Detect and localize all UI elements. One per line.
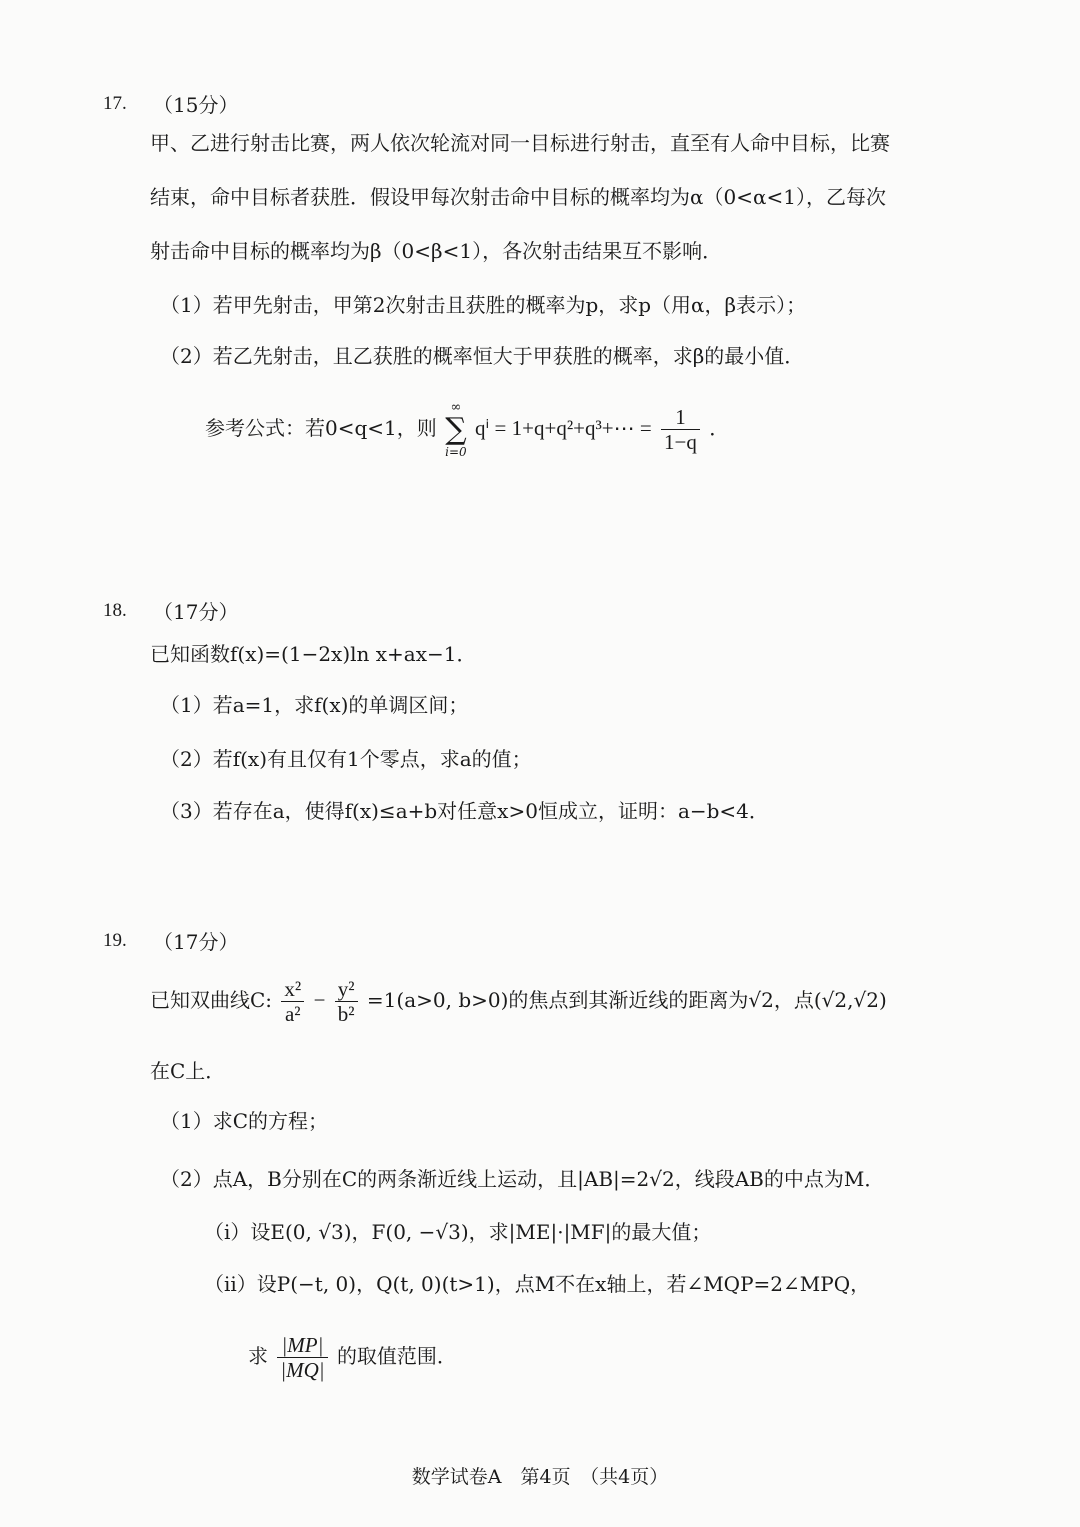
page-footer: 数学试卷A 第4页 （共4页） <box>411 1466 669 1488</box>
ref-fraction-denominator: 1−q <box>664 430 697 454</box>
sum-upper-limit: ∞ <box>450 399 462 415</box>
q19-part-1: （1）求C的方程； <box>160 1109 329 1133</box>
q17-stem-line-1: 甲、乙进行射击比赛，两人依次轮流对同一目标进行射击，直至有人命中目标，比赛 <box>150 131 890 155</box>
q19-part-2: （2）点A，B分别在C的两条渐近线上运动，且|AB|=2√2，线段AB的中点为M． <box>160 1167 885 1191</box>
ratio-numerator: |MP| <box>277 1333 327 1358</box>
q18-score: （17分） <box>153 600 239 624</box>
ask-end: 的取值范围． <box>336 1344 457 1368</box>
q18-part-3: （3）若存在a，使得f(x)≤a+b对任意x>0恒成立，证明：a−b<4． <box>160 799 769 823</box>
x-term-numerator: x² <box>281 977 304 1002</box>
q19-stem-start: 已知双曲线C: <box>150 988 273 1012</box>
ratio-fraction <box>277 1333 327 1382</box>
q18-stem: 已知函数f(x)=(1−2x)ln x+ax−1． <box>150 642 477 666</box>
x-term-denominator: a² <box>284 1002 301 1026</box>
q19-sub-ii-ask <box>248 1324 457 1388</box>
y-term-numerator: y² <box>335 977 358 1002</box>
q17-part-1: （1）若甲先射击，甲第2次射击且获胜的概率为p，求p（用α，β表示）； <box>160 293 807 317</box>
summation-symbol <box>445 401 467 459</box>
q18-number: 18. <box>103 600 127 621</box>
q17-part-2: （2）若乙先射击，且乙获胜的概率恒大于甲获胜的概率，求β的最小值． <box>160 344 805 368</box>
ref-fraction <box>661 405 700 454</box>
q19-score: （17分） <box>153 930 239 954</box>
ref-fraction-numerator: 1 <box>661 405 700 430</box>
ref-end: ． <box>709 416 730 440</box>
q17-stem-line-2: 结束，命中目标者获胜．假设甲每次射击命中目标的概率均为α（0<α<1），乙每次 <box>150 185 886 209</box>
ref-series: qⁱ = 1+q+q²+q³+⋯ = <box>475 416 652 440</box>
q19-sub-i: （i）设E(0, √3)，F(0, −√3)，求|ME|·|MF|的最大值； <box>204 1220 712 1244</box>
q19-number: 19. <box>103 930 127 951</box>
hyperbola-y-term <box>335 977 358 1026</box>
q18-part-2: （2）若f(x)有且仅有1个零点，求a的值； <box>160 747 532 771</box>
ref-label: 参考公式：若0<q<1，则 <box>205 416 437 440</box>
q19-stem-rest: =1(a>0, b>0)的焦点到其渐近线的距离为√2，点(√2,√2) <box>366 988 887 1012</box>
y-term-denominator: b² <box>337 1002 355 1026</box>
q17-score: （15分） <box>153 93 239 117</box>
q18-part-1: （1）若a=1，求f(x)的单调区间； <box>160 693 469 717</box>
hyperbola-x-term <box>281 977 304 1026</box>
q19-stem-end: 在C上． <box>150 1059 226 1083</box>
q17-reference-formula <box>205 398 729 459</box>
sigma-icon: ∑ <box>445 411 467 447</box>
ratio-denominator: |MQ| <box>280 1358 325 1382</box>
sum-lower-limit: i=0 <box>445 444 467 459</box>
ask-word: 求 <box>248 1344 268 1368</box>
minus-sign: − <box>313 988 326 1012</box>
q17-number: 17. <box>103 93 127 114</box>
q19-sub-ii: （ii）设P(−t, 0)，Q(t, 0)(t>1)，点M不在x轴上，若∠MQP=2∠MPQ， <box>204 1272 871 1296</box>
q17-stem-line-3: 射击命中目标的概率均为β（0<β<1），各次射击结果互不影响． <box>150 239 723 263</box>
q19-stem <box>150 968 887 1032</box>
